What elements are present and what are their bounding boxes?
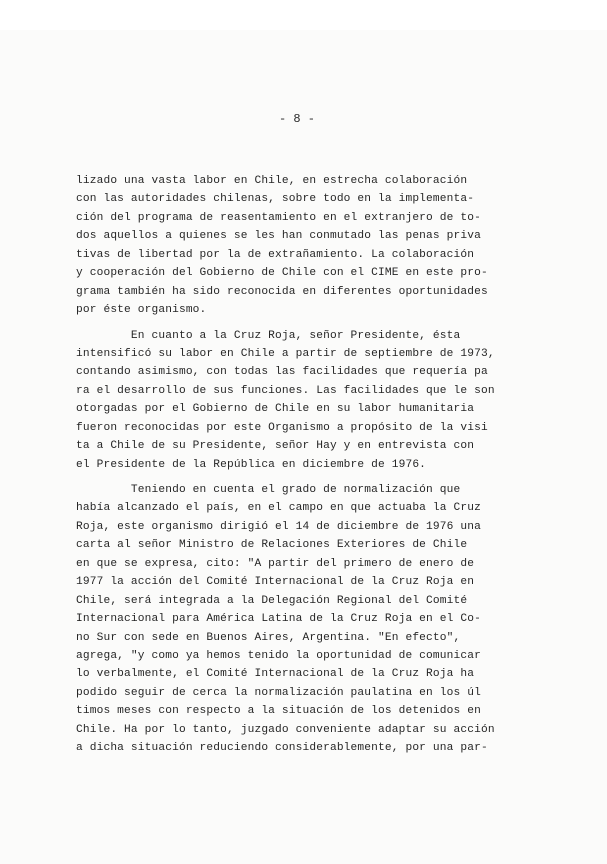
paragraph-normalizacion xyxy=(76,481,532,758)
text-line: Teniendo en cuenta el grado de normalización que xyxy=(76,484,461,496)
text-line: timos meses con respecto a la situación de los detenidos en xyxy=(76,705,481,718)
text-line: en que se expresa, cito: "A partir del primero de enero de xyxy=(76,557,475,570)
text-line: ra el desarrollo de sus funciones. Las facilidades que le son xyxy=(76,384,495,397)
text-line: y cooperación del Gobierno de Chile con el CIME en este pro- xyxy=(76,267,488,280)
text-line: contando asimismo, con todas las facilidades que requería pa xyxy=(76,366,488,379)
text-line: intensificó su labor en Chile a partir de septiembre de 1973, xyxy=(76,347,495,360)
text-line: otorgadas por el Gobierno de Chile en su labor humanitaria xyxy=(76,403,475,416)
paragraph-gap xyxy=(76,474,532,481)
text-line: Chile, será integrada a la Delegación Regional del Comité xyxy=(76,594,468,607)
text-line: 1977 la acción del Comité Internacional de la Cruz Roja en xyxy=(76,576,475,589)
text-line: por éste organismo. xyxy=(76,304,207,317)
text-line: lo verbalmente, el Comité Internacional de la Cruz Roja ha xyxy=(76,668,475,681)
paragraph-gap xyxy=(76,320,532,327)
text-line: podido seguir de cerca la normalización paulatina en los úl xyxy=(76,686,481,699)
text-line: tivas de libertad por la de extrañamiento. La colaboración xyxy=(76,248,475,261)
text-line: a dicha situación reduciendo considerablemente, por una par- xyxy=(76,742,488,755)
text-line: ta a Chile de su Presidente, señor Hay y en entrevista con xyxy=(76,440,475,453)
text-line: no Sur con sede en Buenos Aires, Argentina. "En efecto", xyxy=(76,631,461,644)
text-line: grama también ha sido reconocida en diferentes oportunidades xyxy=(76,285,488,298)
document-page xyxy=(0,30,607,864)
body-text xyxy=(76,172,532,758)
text-line: con las autoridades chilenas, sobre todo en la implementa- xyxy=(76,193,475,206)
text-line: lizado una vasta labor en Chile, en estrecha colaboración xyxy=(76,175,468,187)
text-line: Roja, este organismo dirigió el 14 de diciembre de 1976 una xyxy=(76,520,481,533)
text-line: el Presidente de la República en diciembre de 1976. xyxy=(76,458,427,471)
text-line: dos aquellos a quienes se les han conmutado las penas priva xyxy=(76,230,481,243)
text-line: Internacional para América Latina de la Cruz Roja en el Co- xyxy=(76,613,481,626)
text-line: ción del programa de reasentamiento en el extranjero de to- xyxy=(76,211,481,224)
page-number: - 8 - xyxy=(278,112,315,126)
text-line: En cuanto a la Cruz Roja, señor Presidente, ésta xyxy=(76,329,461,342)
paragraph-cruz-roja xyxy=(76,327,532,475)
text-line: carta al señor Ministro de Relaciones Exteriores de Chile xyxy=(76,539,468,552)
text-line: había alcanzado el país, en el campo en que actuaba la Cruz xyxy=(76,502,481,515)
text-line: agrega, "y como ya hemos tenido la oportunidad de comunicar xyxy=(76,649,481,662)
paragraph-cime xyxy=(76,172,532,320)
text-line: fueron reconocidas por este Organismo a propósito de la visi xyxy=(76,421,488,434)
text-line: Chile. Ha por lo tanto, juzgado conveniente adaptar su acción xyxy=(76,723,495,736)
